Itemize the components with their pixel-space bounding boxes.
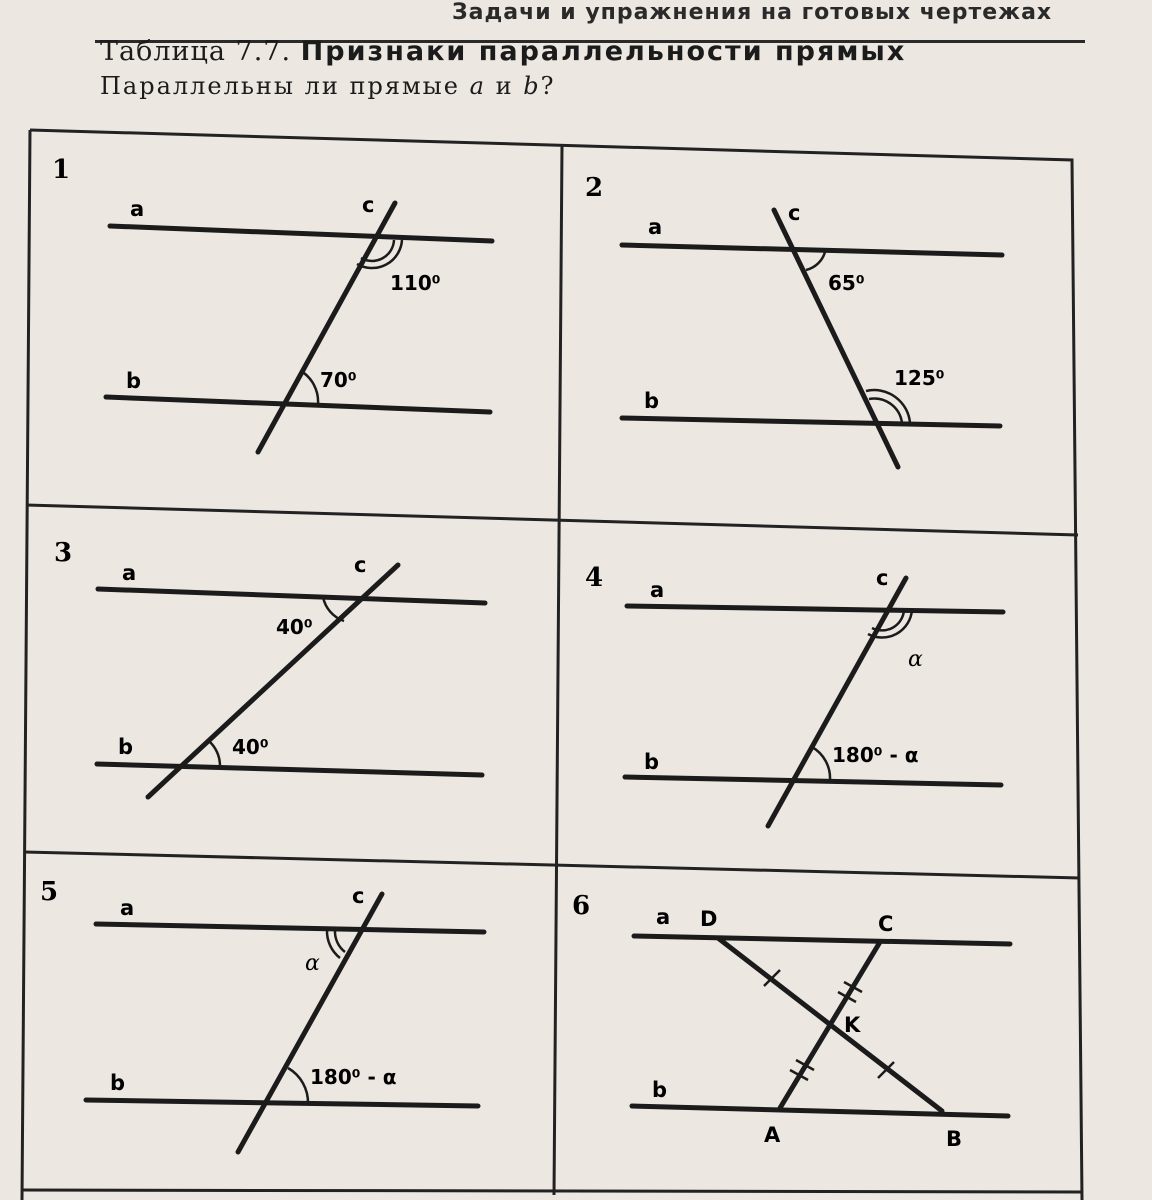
point-c-label: C bbox=[878, 912, 894, 936]
line-c bbox=[238, 894, 382, 1152]
label-b: b bbox=[644, 750, 660, 774]
segment-ca bbox=[780, 942, 880, 1108]
problem-3 bbox=[54, 538, 485, 797]
label-a: a bbox=[648, 215, 663, 239]
line-c bbox=[258, 203, 395, 452]
angle-label-bottom: 180⁰ - α bbox=[310, 1065, 397, 1089]
table-label: Таблица 7.7. bbox=[100, 36, 292, 67]
problem-number: 3 bbox=[54, 538, 73, 568]
question-var-b: b bbox=[523, 72, 541, 100]
point-b-label: B bbox=[946, 1127, 963, 1151]
label-a: a bbox=[656, 905, 671, 929]
line-a bbox=[634, 936, 1010, 944]
line-a bbox=[96, 924, 484, 932]
point-d-label: D bbox=[700, 907, 718, 931]
label-a: a bbox=[120, 896, 135, 920]
grid-row-line-1 bbox=[26, 505, 1078, 535]
grid-outer-left bbox=[22, 130, 30, 1200]
problem-1 bbox=[52, 155, 492, 452]
line-c bbox=[768, 578, 906, 826]
question-mark: ? bbox=[540, 72, 556, 100]
angle-label-bottom: 70⁰ bbox=[320, 368, 357, 392]
grid-row-line-2 bbox=[24, 852, 1080, 878]
angle-label-top: 40⁰ bbox=[276, 615, 313, 639]
grid-row-line-3 bbox=[22, 1190, 1082, 1192]
angle-arc-bottom bbox=[210, 742, 220, 767]
line-b bbox=[625, 777, 1001, 785]
label-a: a bbox=[650, 578, 665, 602]
angle-label-top: α bbox=[908, 647, 923, 672]
label-b: b bbox=[652, 1078, 668, 1102]
line-b bbox=[86, 1100, 478, 1106]
point-a-label: A bbox=[764, 1123, 781, 1147]
label-c: c bbox=[788, 201, 801, 225]
problem-number: 2 bbox=[585, 173, 604, 203]
angle-label-bottom: 125⁰ bbox=[894, 366, 945, 390]
angle-arc-bottom bbox=[301, 371, 318, 404]
label-c: c bbox=[354, 553, 367, 577]
line-a bbox=[98, 589, 485, 603]
line-b bbox=[106, 397, 490, 412]
label-c: c bbox=[352, 884, 365, 908]
problem-number: 1 bbox=[52, 155, 71, 185]
problem-4 bbox=[585, 563, 1003, 826]
problem-number: 6 bbox=[572, 891, 591, 921]
angle-label-top: 65⁰ bbox=[828, 271, 865, 295]
running-head: Задачи и упражнения на готовых чертежах bbox=[452, 0, 1053, 25]
question-conj: и bbox=[495, 72, 514, 100]
line-a bbox=[622, 245, 1002, 255]
label-a: a bbox=[130, 197, 145, 221]
problem-6 bbox=[572, 891, 1010, 1151]
line-b bbox=[622, 418, 1000, 426]
angle-arc-bottom bbox=[288, 1068, 308, 1104]
angle-arc-top-inner bbox=[335, 930, 345, 952]
problem-number: 4 bbox=[585, 563, 604, 593]
label-c: c bbox=[876, 566, 889, 590]
line-a bbox=[110, 226, 492, 241]
point-k-label: K bbox=[844, 1013, 861, 1037]
line-a bbox=[627, 606, 1003, 612]
question-var-a: a bbox=[469, 72, 486, 100]
angle-label-top: α bbox=[305, 951, 320, 976]
label-b: b bbox=[118, 735, 134, 759]
angle-arc-bottom bbox=[812, 747, 830, 780]
angle-label-bottom: 180⁰ - α bbox=[832, 743, 919, 767]
table-title-text: Признаки параллельности прямых bbox=[300, 36, 907, 67]
label-b: b bbox=[644, 389, 660, 413]
table-grid bbox=[22, 130, 1082, 1200]
label-b: b bbox=[126, 369, 142, 393]
question-lead: Параллельны ли прямые bbox=[100, 72, 460, 100]
angle-label-top: 110⁰ bbox=[390, 271, 441, 295]
line-b bbox=[97, 764, 482, 775]
line-c bbox=[148, 565, 398, 797]
label-a: a bbox=[122, 561, 137, 585]
grid-middle-vertical bbox=[554, 146, 562, 1195]
label-c: c bbox=[362, 193, 375, 217]
angle-arc-top bbox=[806, 252, 825, 270]
problem-number: 5 bbox=[40, 877, 59, 907]
angle-label-bottom: 40⁰ bbox=[232, 735, 269, 759]
problem-5 bbox=[40, 877, 484, 1152]
problem-2 bbox=[585, 173, 1002, 467]
label-b: b bbox=[110, 1071, 126, 1095]
line-b bbox=[632, 1106, 1008, 1116]
